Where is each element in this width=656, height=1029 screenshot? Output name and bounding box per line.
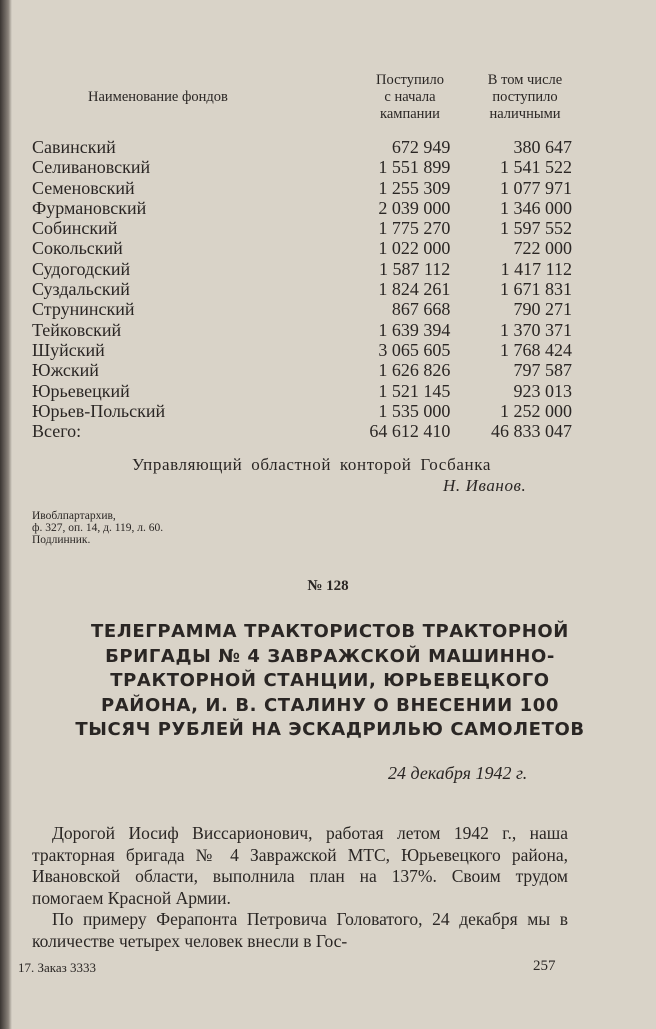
received-cash: 1 541 522 [500,157,572,178]
archive-source [32,510,163,546]
table-row [32,279,572,299]
received-cash: 46 833 047 [491,421,572,442]
received-cash: 1 077 971 [500,177,572,198]
source-line: ф. 327, оп. 14, д. 119, л. 60. [32,522,164,534]
fund-name: Шуйский [32,339,105,360]
column-header-name: Наименование фондов [88,89,228,105]
fund-name: Всего: [32,421,82,442]
paragraph: По примеру Ферапонта Петровича Головатого, 24 декабря мы в количестве четырех человек внесли в Гос- [32,909,568,951]
received-total: 1 022 000 [378,238,451,259]
document-title: ТЕЛЕГРАММА ТРАКТОРИСТОВ ТРАКТОРНОЙ БРИГАДЫ № 4 ЗАВРАЖСКОЙ МАШИННО-ТРАКТОРНОЙ СТАНЦИИ, ЮРЬЕВЕЦКОГО РАЙОНА, И. В. СТАЛИНУ О ВНЕСЕНИИ 100 ТЫСЯЧ РУБЛЕЙ НА ЭСКАДРИЛЬЮ САМОЛЕТОВ [75,621,585,740]
received-total: 672 949 [391,137,451,157]
table-row [32,218,572,238]
received-total: 64 612 410 [369,421,451,442]
document-date: 24 декабря 1942 г. [388,763,528,783]
fund-name: Судогодский [32,258,131,279]
telegram-body [32,823,568,952]
received-total: 1 255 309 [378,177,451,198]
table-row [32,421,572,441]
fund-name: Струнинский [32,299,135,320]
table-row [32,198,572,218]
received-total: 1 626 826 [378,360,451,381]
source-line: Подлинник. [32,534,91,546]
funds-table [32,137,572,441]
signature-position: Управляющий областной конторой Госбанка [132,455,491,474]
fund-name: Собинский [32,218,118,239]
table-row [32,320,572,340]
fund-name: Фурмановский [32,197,147,218]
fund-name: Юрьев-Польский [32,400,166,421]
table-row [32,178,572,198]
table-row [32,299,572,319]
table-row [32,238,572,258]
fund-name: Селивановский [32,157,151,178]
table-row [32,381,572,401]
received-cash: 1 768 424 [500,339,572,360]
received-total: 1 824 261 [378,279,451,300]
table-row [32,360,572,380]
received-cash: 790 271 [513,299,572,320]
signature-name: Н. Иванов. [443,476,527,495]
fund-name: Южский [32,360,99,381]
received-total: 1 775 270 [378,218,451,239]
received-total: 1 521 145 [378,380,451,401]
received-cash: 380 647 [513,137,572,157]
fund-name: Тейковский [32,319,122,340]
print-order-note: 17. Заказ 3333 [18,960,97,975]
received-cash: 1 597 552 [500,218,572,239]
fund-name: Семеновский [32,177,135,198]
fund-name: Савинский [32,137,116,157]
received-cash: 1 671 831 [500,279,572,300]
document-number: № 128 [307,578,349,594]
received-total: 1 551 899 [378,157,451,178]
book-spine-edge [0,0,12,1029]
received-total: 2 039 000 [378,197,451,218]
received-cash: 797 587 [513,360,572,381]
received-total: 3 065 605 [378,339,451,360]
source-line: Ивоблпартархив, [32,510,116,522]
received-cash: 923 013 [513,380,572,401]
received-total: 1 639 394 [378,319,451,340]
received-total: 867 668 [391,299,451,320]
table-row [32,157,572,177]
received-cash: 1 346 000 [500,197,572,218]
received-cash: 1 417 112 [500,258,572,279]
received-cash: 1 252 000 [500,400,572,421]
received-total: 1 535 000 [378,400,451,421]
table-row [32,401,572,421]
received-total: 1 587 112 [378,258,451,279]
table-row [32,259,572,279]
table-row [32,137,572,157]
table-row [32,340,572,360]
column-header-received: Поступило с начала кампании [376,72,444,122]
received-cash: 1 370 371 [500,319,572,340]
paragraph: Дорогой Иосиф Виссарионович, работая летом 1942 г., наша тракторная бригада № 4 Завражской МТС, Юрьевецкого района, Ивановской области, выполнила план на 137%. Своим трудом помогаем Красной Армии. [32,823,568,908]
fund-name: Суздальский [32,279,130,300]
fund-name: Юрьевецкий [32,380,130,401]
received-cash: 722 000 [513,238,572,259]
fund-name: Сокольский [32,238,123,259]
page-number: 257 [533,958,556,974]
column-header-cash: В том числе поступило наличными [487,72,563,122]
